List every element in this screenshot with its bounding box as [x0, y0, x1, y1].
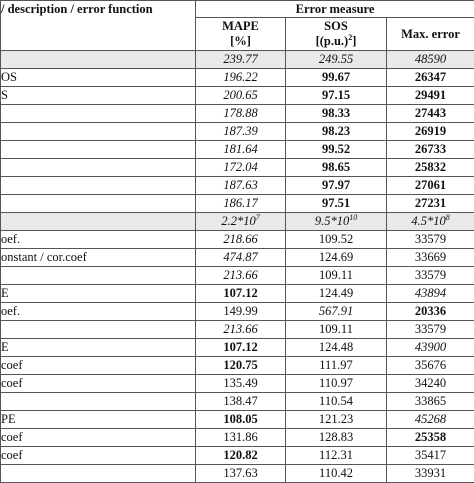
max-error-value: 26733	[415, 142, 446, 156]
max-error-exponent: 8	[446, 213, 450, 222]
max-error-value: 35676	[415, 358, 446, 372]
mape-value: 213.66	[223, 268, 257, 282]
max-error-cell	[387, 375, 474, 393]
mape-cell	[196, 321, 286, 339]
sos-cell	[286, 375, 387, 393]
sos-value: 121.23	[319, 412, 353, 426]
mape-cell	[196, 177, 286, 195]
max-error-cell	[387, 321, 474, 339]
sos-value: 249.55	[319, 52, 353, 66]
mape-cell	[196, 213, 286, 231]
row-description: E	[1, 339, 196, 357]
row-description: oef.	[1, 303, 196, 321]
mape-cell	[196, 195, 286, 213]
mape-cell	[196, 123, 286, 141]
sos-cell	[286, 51, 387, 69]
mape-cell	[196, 231, 286, 249]
row-description	[1, 105, 196, 123]
max-error-value: 34240	[415, 376, 446, 390]
mape-cell	[196, 69, 286, 87]
mape-value: 181.64	[223, 142, 257, 156]
row-description: coef	[1, 429, 196, 447]
mape-cell	[196, 285, 286, 303]
error-measure-group-header: Error measure	[196, 1, 474, 18]
max-error-cell	[387, 177, 474, 195]
sos-cell	[286, 447, 387, 465]
sos-value: 128.83	[319, 430, 353, 444]
sos-cell	[286, 321, 387, 339]
table-row	[1, 285, 474, 303]
table-row	[1, 321, 474, 339]
table-row	[1, 123, 474, 141]
sos-cell	[286, 231, 387, 249]
sos-value: 567.91	[319, 304, 353, 318]
sos-cell	[286, 213, 387, 231]
sos-value: 124.49	[319, 286, 353, 300]
max-error-value: 29491	[415, 88, 446, 102]
row-description: onstant / cor.coef	[1, 249, 196, 267]
table-row	[1, 51, 474, 69]
sos-value: 111.97	[319, 358, 352, 372]
row-description	[1, 321, 196, 339]
mape-value: 186.17	[223, 196, 257, 210]
table-row	[1, 447, 474, 465]
description-column-header: / description / error function	[1, 1, 196, 51]
max-error-cell	[387, 411, 474, 429]
row-description: oef.	[1, 231, 196, 249]
sos-value: 110.97	[319, 376, 353, 390]
max-error-value: 33669	[415, 250, 446, 264]
sos-cell	[286, 195, 387, 213]
max-error-value: 27231	[415, 196, 446, 210]
max-error-cell	[387, 141, 474, 159]
sos-value: 124.48	[319, 340, 353, 354]
sos-value: 97.15	[322, 88, 350, 102]
table-row	[1, 375, 474, 393]
max-error-value: 26919	[415, 124, 446, 138]
max-error-value: 33931	[415, 466, 446, 480]
max-error-cell	[387, 213, 474, 231]
mape-column-header	[196, 18, 286, 51]
mape-value: 149.99	[223, 304, 257, 318]
max-error-cell	[387, 231, 474, 249]
mape-cell	[196, 249, 286, 267]
mape-cell	[196, 393, 286, 411]
table-row	[1, 177, 474, 195]
sos-cell	[286, 105, 387, 123]
mape-cell	[196, 87, 286, 105]
sos-cell	[286, 357, 387, 375]
mape-cell	[196, 411, 286, 429]
mape-value: 239.77	[223, 52, 257, 66]
max-error-cell	[387, 159, 474, 177]
sos-value: 109.11	[319, 322, 353, 336]
sos-cell	[286, 393, 387, 411]
sos-header-line1: SOS	[324, 19, 348, 33]
mape-cell	[196, 339, 286, 357]
table-row	[1, 195, 474, 213]
sos-cell	[286, 159, 387, 177]
sos-value: 110.42	[319, 466, 353, 480]
mape-value: 200.65	[223, 88, 257, 102]
max-error-cell	[387, 429, 474, 447]
row-description: PE	[1, 411, 196, 429]
mape-value: 2.2*10	[221, 214, 255, 228]
row-description: coef	[1, 375, 196, 393]
max-error-cell	[387, 393, 474, 411]
mape-value: 131.86	[223, 430, 257, 444]
sos-value: 124.69	[319, 250, 353, 264]
sos-header-bracket: ]	[352, 34, 356, 48]
max-error-column-header	[387, 18, 474, 51]
max-error-cell	[387, 267, 474, 285]
mape-exponent: 7	[256, 213, 260, 222]
max-error-value: 33865	[415, 394, 446, 408]
mape-header-line1: MAPE	[222, 19, 259, 33]
row-description	[1, 177, 196, 195]
sos-value: 99.67	[322, 70, 350, 84]
sos-cell	[286, 69, 387, 87]
sos-value: 98.65	[322, 160, 350, 174]
sos-value: 97.97	[322, 178, 350, 192]
sos-column-header	[286, 18, 387, 51]
sos-cell	[286, 339, 387, 357]
mape-value: 138.47	[223, 394, 257, 408]
sos-cell	[286, 177, 387, 195]
row-description	[1, 123, 196, 141]
sos-value: 98.33	[322, 106, 350, 120]
mape-cell	[196, 429, 286, 447]
mape-cell	[196, 141, 286, 159]
mape-cell	[196, 447, 286, 465]
mape-value: 187.39	[223, 124, 257, 138]
max-error-value: 43894	[415, 286, 446, 300]
table-row	[1, 213, 474, 231]
mape-value: 187.63	[223, 178, 257, 192]
mape-value: 474.87	[223, 250, 257, 264]
row-description: coef	[1, 447, 196, 465]
table-row	[1, 339, 474, 357]
sos-cell	[286, 285, 387, 303]
max-error-header-line1: Max. error	[401, 27, 460, 41]
table-row	[1, 267, 474, 285]
max-error-cell	[387, 303, 474, 321]
max-error-cell	[387, 87, 474, 105]
mape-cell	[196, 375, 286, 393]
mape-value: 178.88	[223, 106, 257, 120]
max-error-cell	[387, 447, 474, 465]
table-row	[1, 303, 474, 321]
max-error-value: 45268	[415, 412, 446, 426]
max-error-value: 48590	[415, 52, 446, 66]
table-row	[1, 249, 474, 267]
row-description	[1, 195, 196, 213]
row-description	[1, 141, 196, 159]
row-description: OS	[1, 69, 196, 87]
mape-value: 107.12	[223, 340, 257, 354]
mape-cell	[196, 267, 286, 285]
table-row	[1, 357, 474, 375]
max-error-cell	[387, 195, 474, 213]
mape-value: 172.04	[223, 160, 257, 174]
row-description	[1, 393, 196, 411]
mape-value: 137.63	[223, 466, 257, 480]
max-error-cell	[387, 51, 474, 69]
sos-header-exponent: 2	[348, 33, 352, 42]
max-error-value: 43900	[415, 340, 446, 354]
max-error-value: 33579	[415, 268, 446, 282]
mape-cell	[196, 159, 286, 177]
mape-value: 108.05	[223, 412, 257, 426]
sos-value: 98.23	[322, 124, 350, 138]
table-row	[1, 411, 474, 429]
max-error-value: 4.5*10	[411, 214, 445, 228]
sos-cell	[286, 267, 387, 285]
sos-value: 9.5*10	[315, 214, 349, 228]
mape-value: 120.82	[223, 448, 257, 462]
mape-header-line2: [%]	[230, 34, 251, 48]
sos-cell	[286, 429, 387, 447]
max-error-value: 26347	[415, 70, 446, 84]
sos-cell	[286, 303, 387, 321]
max-error-cell	[387, 357, 474, 375]
row-description: E	[1, 285, 196, 303]
row-description: S	[1, 87, 196, 105]
mape-value: 120.75	[223, 358, 257, 372]
max-error-value: 33579	[415, 322, 446, 336]
table-row	[1, 69, 474, 87]
max-error-cell	[387, 249, 474, 267]
sos-cell	[286, 249, 387, 267]
mape-cell	[196, 303, 286, 321]
max-error-value: 25832	[415, 160, 446, 174]
max-error-cell	[387, 123, 474, 141]
max-error-cell	[387, 105, 474, 123]
mape-value: 213.66	[223, 322, 257, 336]
row-description	[1, 267, 196, 285]
sos-exponent: 10	[349, 213, 357, 222]
max-error-value: 27061	[415, 178, 446, 192]
sos-cell	[286, 87, 387, 105]
row-description	[1, 213, 196, 231]
table-body	[1, 51, 474, 483]
table-row	[1, 429, 474, 447]
sos-cell	[286, 141, 387, 159]
max-error-value: 25358	[415, 430, 446, 444]
sos-value: 109.52	[319, 232, 353, 246]
mape-cell	[196, 357, 286, 375]
mape-value: 107.12	[223, 286, 257, 300]
max-error-cell	[387, 69, 474, 87]
max-error-value: 27443	[415, 106, 446, 120]
table-row	[1, 87, 474, 105]
max-error-value: 20336	[415, 304, 446, 318]
max-error-cell	[387, 339, 474, 357]
max-error-cell	[387, 285, 474, 303]
max-error-value: 35417	[415, 448, 446, 462]
table-row	[1, 141, 474, 159]
row-description	[1, 159, 196, 177]
mape-cell	[196, 51, 286, 69]
mape-value: 196.22	[223, 70, 257, 84]
max-error-value: 33579	[415, 232, 446, 246]
row-description: coef	[1, 357, 196, 375]
mape-cell	[196, 105, 286, 123]
table-row	[1, 231, 474, 249]
mape-value: 135.49	[223, 376, 257, 390]
sos-value: 112.31	[319, 448, 353, 462]
sos-value: 99.52	[322, 142, 350, 156]
row-description	[1, 51, 196, 69]
sos-value: 110.54	[319, 394, 353, 408]
sos-value: 97.51	[322, 196, 350, 210]
sos-cell	[286, 411, 387, 429]
table-row	[1, 105, 474, 123]
sos-cell	[286, 123, 387, 141]
table-row	[1, 159, 474, 177]
table-row	[1, 393, 474, 411]
sos-header-line2: [(p.u.)	[316, 34, 349, 48]
table-header	[1, 1, 474, 51]
sos-value: 109.11	[319, 268, 353, 282]
mape-value: 218.66	[223, 232, 257, 246]
